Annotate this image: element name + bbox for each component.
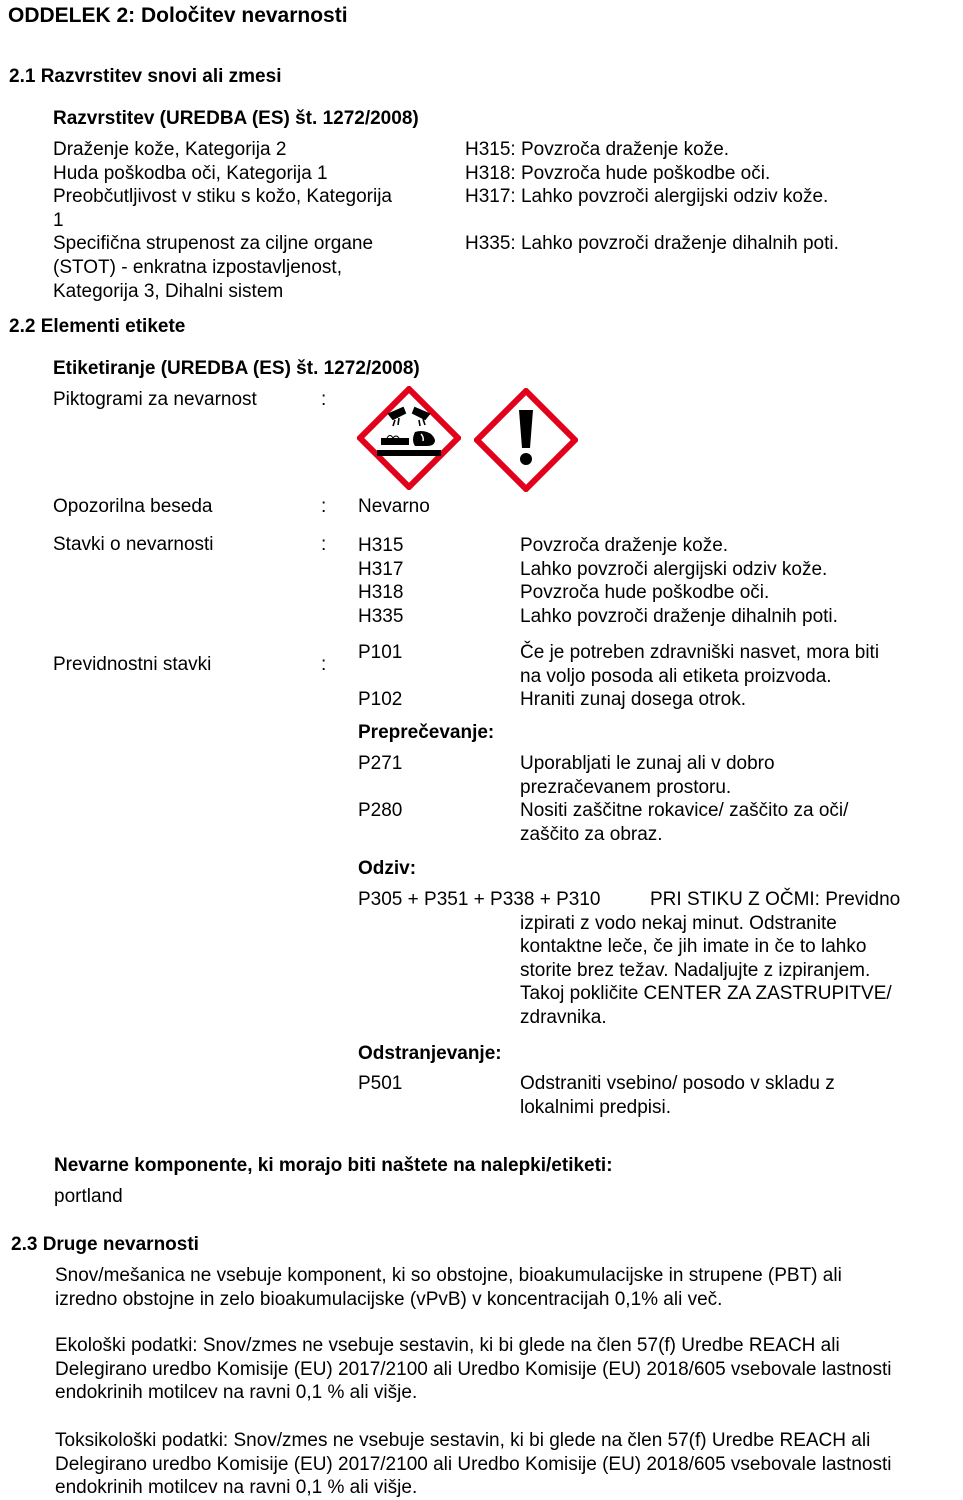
hazard-text: Povzroča draženje kože. (520, 535, 729, 556)
precaution-text: Nositi zaščitne rokavice/ zaščito za oči/ zaščito za obraz. (520, 800, 849, 845)
precaution-code: P305 + P351 + P338 + P310 (358, 889, 601, 910)
classification-heading: Razvrstitev (UREDBA (ES) št. 1272/2008) (53, 108, 419, 129)
hazard-statements-label: Stavki o nevarnosti (53, 534, 214, 555)
section-title: ODDELEK 2: Določitev nevarnosti (8, 4, 348, 27)
classification-class-1: Draženje kože, Kategorija 2 (53, 139, 287, 160)
exclamation-mark-pictogram (474, 388, 578, 492)
precaution-code: P280 (358, 800, 403, 821)
pictograms-label: Piktogrami za nevarnost (53, 389, 257, 410)
subsection-2-2-title: 2.2 Elementi etikete (9, 316, 186, 337)
response-title: Odziv: (358, 858, 417, 879)
classification-statement-4: H335: Lahko povzroči draženje dihalnih poti. (465, 233, 839, 255)
subsection-2-1-title: 2.1 Razvrstitev snovi ali zmesi (9, 66, 282, 87)
precaution-text: Hraniti zunaj dosega otrok. (520, 689, 747, 710)
prevention-title: Preprečevanje: (358, 722, 495, 743)
hazardous-components-value: portland (54, 1186, 123, 1207)
precaution-text: Uporabljati le zunaj ali v dobro prezračevanem prostoru. (520, 753, 775, 798)
pictograms-colon: : (321, 389, 327, 410)
classification-class-2: Huda poškodba oči, Kategorija 1 (53, 162, 328, 184)
corrosion-pictogram (357, 386, 461, 490)
hazard-code: H315 (358, 535, 404, 556)
classification-statement-3: H317: Lahko povzroči alergijski odziv kože. (465, 186, 829, 208)
hazard-text: Lahko povzroči alergijski odziv kože. (520, 558, 828, 580)
ecological-info-paragraph: Ekološki podatki: Snov/zmes ne vsebuje sestavin, ki bi glede na člen 57(f) Uredbe REACH ali Delegirano uredbo Komisije (EU) 2017/2100 ali Uredbo Komisije (EU) 2018/605 vsebovale lastnosti endokrinih motilcev na ravni 0,1 % ali višje. (55, 1335, 892, 1404)
disposal-title: Odstranjevanje: (358, 1043, 502, 1064)
other-hazards-paragraph: Snov/mešanica ne vsebuje komponent, ki so obstojne, bioakumulacijske in strupene (PBT) ali izredno obstojne in zelo bioakumulacijske (vPvB) v koncentracijah 0,1% ali več. (55, 1265, 842, 1310)
hazard-text: Povzroča hude poškodbe oči. (520, 582, 770, 604)
precaution-text: Odstraniti vsebino/ posodo v skladu z lokalnimi predpisi. (520, 1073, 835, 1118)
precaution-text: Če je potreben zdravniški nasvet, mora biti na voljo posoda ali etiketa proizvoda. (520, 642, 880, 687)
subsection-2-3-title: 2.3 Druge nevarnosti (11, 1234, 199, 1255)
precaution-text-first-line: PRI STIKU Z OČMI: Previdno (650, 889, 901, 910)
signal-word-label: Opozorilna beseda (53, 496, 213, 517)
precaution-code: P102 (358, 689, 403, 710)
hazard-code: H318 (358, 582, 404, 604)
signal-word-colon: : (321, 496, 327, 517)
classification-statement-1: H315: Povzroča draženje kože. (465, 139, 730, 160)
labelling-heading: Etiketiranje (UREDBA (ES) št. 1272/2008) (53, 358, 420, 379)
precaution-code: P101 (358, 642, 403, 663)
precaution-text-continued: izpirati z vodo nekaj minut. Odstranite kontaktne leče, če jih imate in če to lahko storite brez težav. Nadaljujte z izpiranjem. Takoj pokličite CENTER ZA ZASTRUPITVE/ zdravnika. (520, 912, 892, 1028)
precautionary-statements-label: Previdnostni stavki (53, 654, 212, 675)
precaution-code: P271 (358, 753, 403, 774)
classification-statement-2: H318: Povzroča hude poškodbe oči. (465, 162, 771, 184)
hazardous-components-title: Nevarne komponente, ki morajo biti naštete na nalepki/etiketi: (54, 1155, 613, 1176)
hazard-text: Lahko povzroči draženje dihalnih poti. (520, 605, 838, 627)
signal-word-value: Nevarno (358, 496, 430, 517)
classification-class-4: Specifična strupenost za ciljne organe (STOT) - enkratna izpostavljenost, Kategorija 3, Dihalni sistem (53, 233, 374, 302)
hazard-code: H317 (358, 558, 404, 580)
precaution-code: P501 (358, 1073, 403, 1094)
precautionary-statements-colon: : (321, 654, 327, 675)
toxicological-info-paragraph: Toksikološki podatki: Snov/zmes ne vsebuje sestavin, ki bi glede na člen 57(f) Uredbe REACH ali Delegirano uredbo Komisije (EU) 2017/2100 ali Uredbo Komisije (EU) 2018/605 vsebovale lastnosti endokrinih motilcev na ravni 0,1 % ali višje. (55, 1430, 892, 1499)
classification-class-3: Preobčutljivost v stiku s kožo, Kategorija 1 (53, 186, 392, 231)
hazard-code: H335 (358, 605, 404, 627)
hazard-statements-colon: : (321, 534, 327, 555)
